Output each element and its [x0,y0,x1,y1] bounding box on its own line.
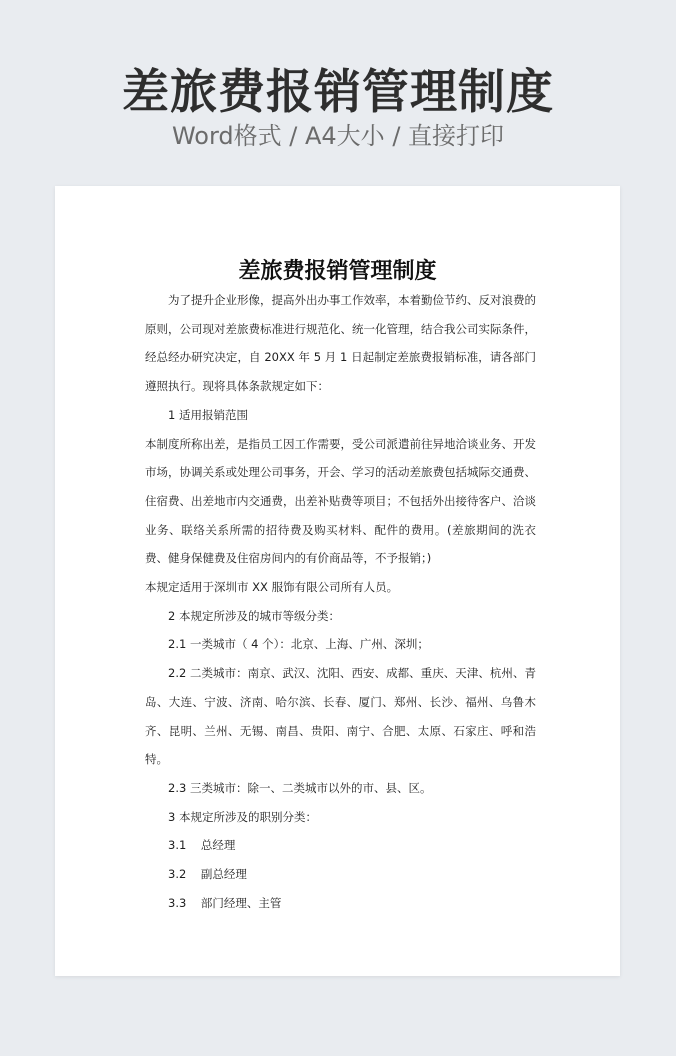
rank-item-general-manager: 3.1 总经理 [168,838,236,853]
banner-subtitle: Word格式 / A4大小 / 直接打印 [171,122,505,150]
section-heading-scope: 1 适用报销范围 [168,407,248,422]
paragraph-scope-detail: 本制度所称出差，是指员工因工作需要，受公司派遣前往异地洽谈业务、开发市场，协调关系或处理公司事务，开会、学习的活动差旅费包括城际交通费、住宿费、出差地市内交通费，出差补贴费等项目；不包括外出接待客户、洽谈业务、联络关系所需的招待费及购买材料、配件的费用。(差旅期间的洗衣费、健身保健费及住宿房间内的有价商品等，不予报销；) [145,436,536,566]
paragraph-applicability: 本规定适用于深圳市 XX 服饰有限公司所有人员。 [145,580,399,595]
paragraph-tier1-cities: 2.1 一类城市（ 4 个）：北京、上海、广州、深圳； [168,637,429,652]
rank-item-deputy-general-manager: 3.2 副总经理 [168,867,247,882]
document-title: 差旅费报销管理制度 [238,259,437,284]
document-page [55,186,620,976]
document-body [145,286,536,917]
section-heading-ranks: 3 本规定所涉及的职别分类： [168,809,317,824]
paragraph-tier3-cities: 2.3 三类城市：除一、二类城市以外的市、县、区。 [168,780,432,795]
section-heading-city-levels: 2 本规定所涉及的城市等级分类： [168,608,340,623]
rank-item-department-manager: 3.3 部门经理、主管 [168,895,282,910]
banner-title: 差旅费报销管理制度 [122,65,554,120]
paragraph-intro: 为了提升企业形像，提高外出办事工作效率，本着勤俭节约、反对浪费的原则，公司现对差旅费标准进行规范化、统一化管理，结合我公司实际条件，经总经办研究决定，自 20XX 年 5 月 1 日起制定差旅费报销标准，请各部门遵照执行。现将具体条款规定如下： [145,293,536,394]
paragraph-tier2-cities: 2.2 二类城市：南京、武汉、沈阳、西安、成都、重庆、天津、杭州、青岛、大连、宁波、济南、哈尔滨、长春、厦门、郑州、长沙、福州、乌鲁木齐、昆明、兰州、无锡、南昌、贵阳、南宁、合肥、太原、石家庄、呼和浩特。 [145,666,536,767]
